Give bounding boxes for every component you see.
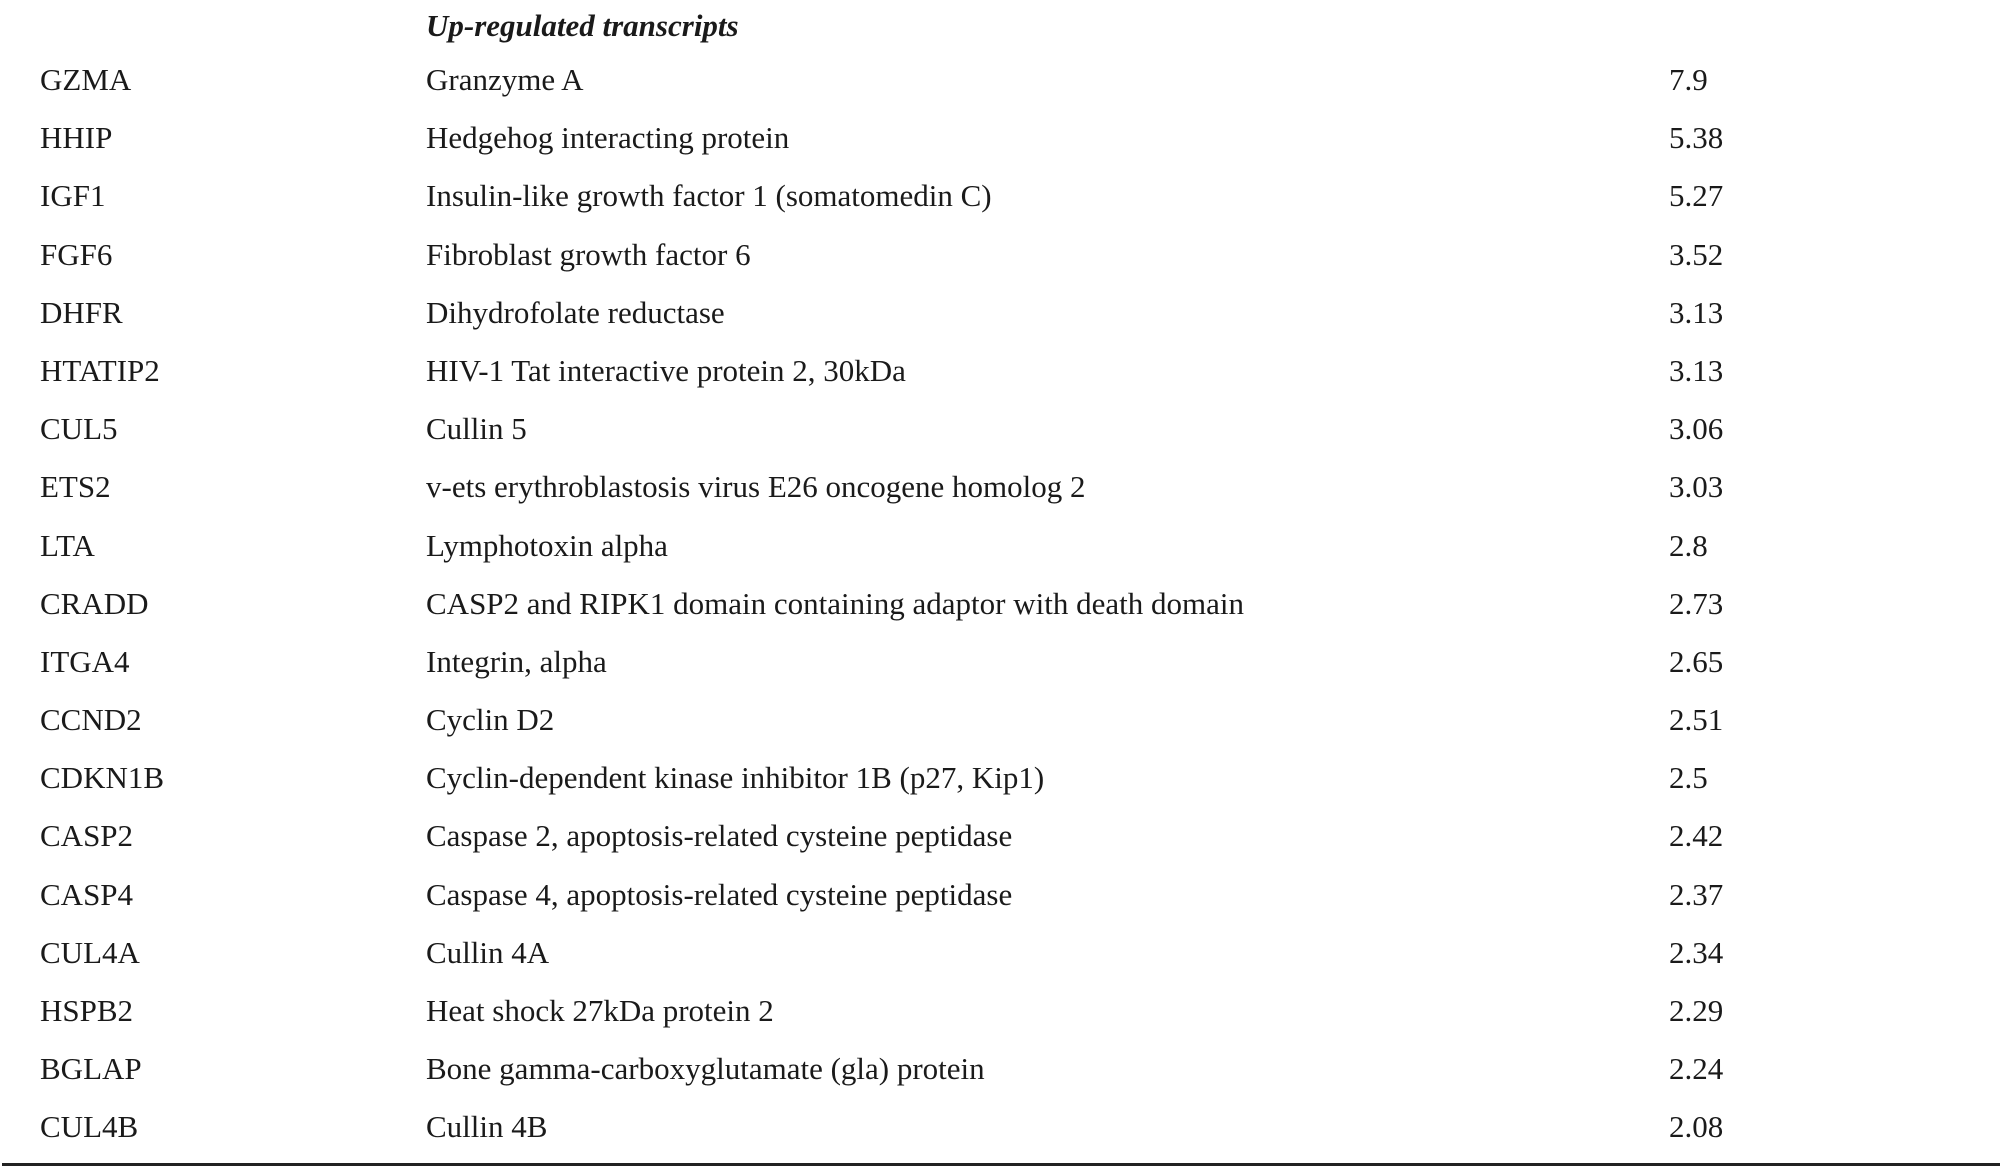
section-heading: Up-regulated transcripts [426,8,739,43]
fold-change-cell: 2.8 [1669,527,1708,563]
fold-change-cell: 2.24 [1669,1051,1724,1087]
gene-symbol-cell: HSPB2 [40,993,134,1028]
gene-symbol-cell: CASP4 [40,876,134,912]
table-row [0,407,2002,465]
table-row [0,58,2002,116]
gene-name-cell: Heat shock 27kDa protein 2 [426,993,774,1028]
gene-symbol-cell: IGF1 [40,178,106,214]
gene-name-cell: Granzyme A [426,62,584,97]
fold-change-cell: 2.51 [1669,702,1724,738]
table-row [0,1105,2002,1163]
gene-symbol-cell: LTA [40,527,95,563]
gene-name-cell: Caspase 2, apoptosis-related cysteine peptidase [426,818,1013,854]
gene-name-cell: Insulin-like growth factor 1 (somatomedin C) [426,178,992,214]
gene-name-cell: Lymphotoxin alpha [426,527,668,563]
gene-name-cell: Hedgehog interacting protein [426,120,790,156]
table-row [0,116,2002,174]
table-row [0,349,2002,407]
fold-change-cell: 2.34 [1669,934,1724,970]
table-row [0,582,2002,640]
fold-change-cell: 7.9 [1669,62,1708,97]
fold-change-cell: 2.65 [1669,643,1724,679]
fold-change-cell: 3.03 [1669,469,1724,505]
fold-change-cell: 2.37 [1669,876,1724,912]
fold-change-cell: 3.13 [1669,294,1724,330]
gene-name-cell: Cyclin-dependent kinase inhibitor 1B (p27, Kip1) [426,760,1045,796]
gene-symbol-cell: CUL4B [40,1109,139,1145]
gene-name-cell: HIV-1 Tat interactive protein 2, 30kDa [426,352,906,388]
gene-symbol-cell: HHIP [40,120,113,156]
table-row [0,814,2002,872]
table-row [0,698,2002,756]
gene-symbol-cell: GZMA [40,62,132,97]
gene-symbol-cell: ETS2 [40,469,111,505]
gene-name-cell: Fibroblast growth factor 6 [426,236,751,272]
table-body [0,58,2002,1164]
table-bottom-rule [2,1163,2000,1166]
fold-change-cell: 2.73 [1669,585,1724,621]
gene-name-cell: Caspase 4, apoptosis-related cysteine peptidase [426,876,1013,912]
table-row [0,233,2002,291]
gene-symbol-cell: ITGA4 [40,643,130,679]
gene-name-cell: Cullin 4B [426,1109,548,1145]
fold-change-cell: 3.52 [1669,236,1724,272]
gene-name-cell: Cullin 4A [426,934,550,970]
gene-symbol-cell: CASP2 [40,818,134,854]
fold-change-cell: 3.13 [1669,352,1724,388]
fold-change-cell: 3.06 [1669,411,1724,447]
table-row [0,756,2002,814]
table-row [0,989,2002,1047]
table-row [0,873,2002,931]
table-row [0,931,2002,989]
table-row [0,174,2002,232]
fold-change-cell: 2.29 [1669,993,1724,1028]
fold-change-cell: 2.5 [1669,760,1708,796]
fold-change-cell: 2.08 [1669,1109,1724,1145]
gene-symbol-cell: HTATIP2 [40,352,160,388]
table-row [0,291,2002,349]
gene-name-cell: v-ets erythroblastosis virus E26 oncogene homolog 2 [426,469,1086,505]
gene-symbol-cell: CRADD [40,585,149,621]
table-row [0,1047,2002,1105]
gene-name-cell: Integrin, alpha [426,643,607,679]
table-row [0,465,2002,523]
gene-symbol-cell: CCND2 [40,702,142,738]
gene-symbol-cell: DHFR [40,294,123,330]
gene-name-cell: Dihydrofolate reductase [426,294,725,330]
fold-change-cell: 5.27 [1669,178,1724,214]
fold-change-cell: 5.38 [1669,120,1724,156]
gene-symbol-cell: FGF6 [40,236,113,272]
gene-name-cell: CASP2 and RIPK1 domain containing adaptor with death domain [426,585,1244,621]
fold-change-cell: 2.42 [1669,818,1724,854]
gene-symbol-cell: CUL4A [40,934,140,970]
gene-symbol-cell: CUL5 [40,411,118,447]
gene-symbol-cell: BGLAP [40,1051,142,1087]
gene-symbol-cell: CDKN1B [40,760,165,796]
gene-name-cell: Cullin 5 [426,411,527,447]
gene-name-cell: Bone gamma-carboxyglutamate (gla) protein [426,1051,985,1087]
table-row [0,524,2002,582]
table-row [0,640,2002,698]
gene-name-cell: Cyclin D2 [426,702,555,738]
